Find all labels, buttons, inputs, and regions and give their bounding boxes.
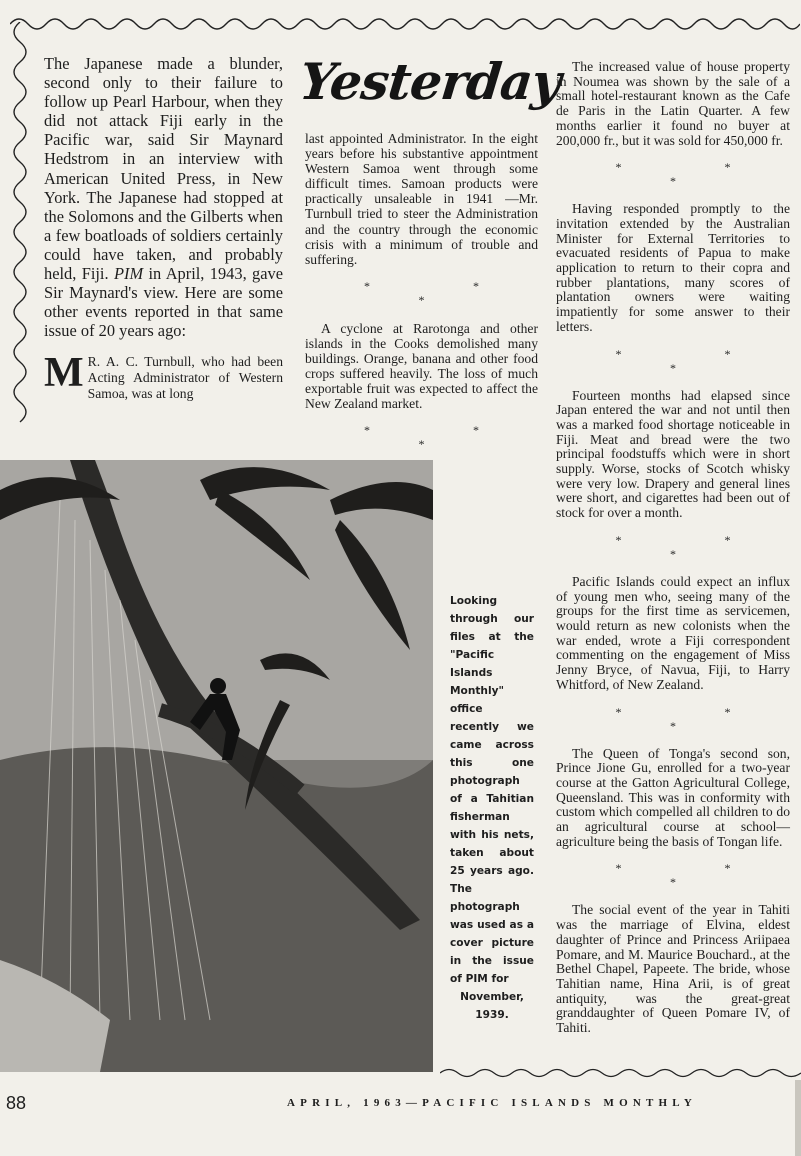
fiji-paragraph: Fourteen months had elapsed since Japan entered the war and not until then was a marked food shortage noticeable in Fiji. Meat and bread were the two principal foodstuffs which were in short supply. Worse, stocks of Scotch whisky were very low. Drapery and general lines were short, and cigarettes had been out of stock for over a month. <box>556 387 790 521</box>
page-title: Yesterday <box>296 52 564 111</box>
page-edge-strip <box>795 1080 801 1156</box>
separator: * * * <box>615 160 781 189</box>
intro-text: The Japanese made a blunder, second only to their failure to follow up Pearl Harbour, when they did not attack Fiji early in the Pacific war, said Sir Maynard Hedstrom in an interview with American United Press, in New York. The Japanese had stopped at the Solomons and the Gilberts when a few boatloads of soldiers certainly could have taken, and probably held, Fiji. <box>44 54 283 284</box>
turnbull-continued: last appointed Administrator. In the eight years before his substantive appointment Western Samoa went through some difficult times. Samoan products were practically unsaleable in 1941 —Mr. Turnbull tried to steer the Administration and the country through the economic crisis with a minimum of trouble and suffering. <box>305 131 538 267</box>
cyclone-paragraph: A cyclone at Rarotonga and other islands in the Cooks demolished many buildings. Orange, banana and other food crops suffered heavily. The loss of much exportable fruit was expected to affect the New Zealand market. <box>305 320 538 412</box>
turnbull-paragraph <box>44 350 283 401</box>
separator: * * * <box>364 423 529 452</box>
page-footer <box>0 1088 801 1118</box>
title-block <box>296 52 564 132</box>
separator: * * * <box>364 278 529 307</box>
wavy-border-bottom <box>440 1066 801 1080</box>
separator: * * * <box>615 346 781 375</box>
separator: * * * <box>615 861 781 890</box>
caption-text: Looking through our files at the "Pacific Islands Monthly" office recently we came across this one photograph of a Tahitian fisherman with his nets, taken about 25 years ago. The photograph was used as a cover picture in the issue of PIM for <box>450 595 534 985</box>
photo-caption <box>450 592 534 1024</box>
tonga-paragraph: The Queen of Tonga's second son, Prince Jione Gu, enrolled for a two-year course at the Gatton Agricultural College, Queensland. This was in conformity with custom which compelled all children to do an agricultural course at school—agriculture being the basis of Tongan life. <box>556 745 790 849</box>
intro-pim: PIM <box>113 264 144 284</box>
intro-paragraph <box>44 54 283 340</box>
fisherman-photograph <box>0 460 433 1072</box>
column-1 <box>44 54 283 401</box>
caption-date: November, 1939. <box>460 991 524 1021</box>
separator: * * * <box>615 532 781 561</box>
footer-line: APRIL, 1963—PACIFIC ISLANDS MONTHLY <box>287 1097 697 1109</box>
separator: * * * <box>615 704 781 733</box>
page-number: 88 <box>6 1093 27 1113</box>
column-3 <box>556 60 790 1036</box>
noumea-paragraph: The increased value of house property in Noumea was shown by the sale of a small hotel-restaurant known as the Cafe de Paris in the Latin Quarter. A few months earlier it found no buyer at 200,000 fr., but it was sold for 450,000 fr. <box>556 59 790 148</box>
wavy-border-left <box>4 22 30 432</box>
papua-paragraph: Having responded promptly to the invitation extended by the Australian Minister for External Territories to evacuated residents of Papua to make application to return to their copra and rubber plantations, many scores of plantation owners were waiting impatiently for some answer to their letters. <box>556 201 790 334</box>
turnbull-start: R. A. C. Turnbull, who had been Acting Administrator of Western Samoa, was at long <box>87 354 283 401</box>
drop-cap: M <box>44 350 84 397</box>
tahiti-paragraph: The social event of the year in Tahiti was the marriage of Elvina, eldest daughter of Prince and Princess Ariipaea Pomare, and M. Maurice Bouchard., at the Bethel Chapel, Papeete. The bride, whose Tahitian name, Hina Arii, is of great antiquity, was the great-great granddaughter of Queen Pomare IV, of Tahiti. <box>556 902 790 1036</box>
servicemen-paragraph: Pacific Islands could expect an influx of young men who, seeing many of the groups for the first time as servicemen, would return as new colonists when the war ended, wrote a Fiji correspondent commenting on the engagement of Miss Jenny Bryce, of Navua, Fiji, to Harry Whitford, of New Zealand. <box>556 573 790 692</box>
wavy-border-top <box>10 14 800 32</box>
column-2 <box>305 131 538 465</box>
intro-end: in April, 1943, gave Sir Maynard's view. Here are some other events reported in that same issue of 20 years ago: <box>44 264 283 341</box>
